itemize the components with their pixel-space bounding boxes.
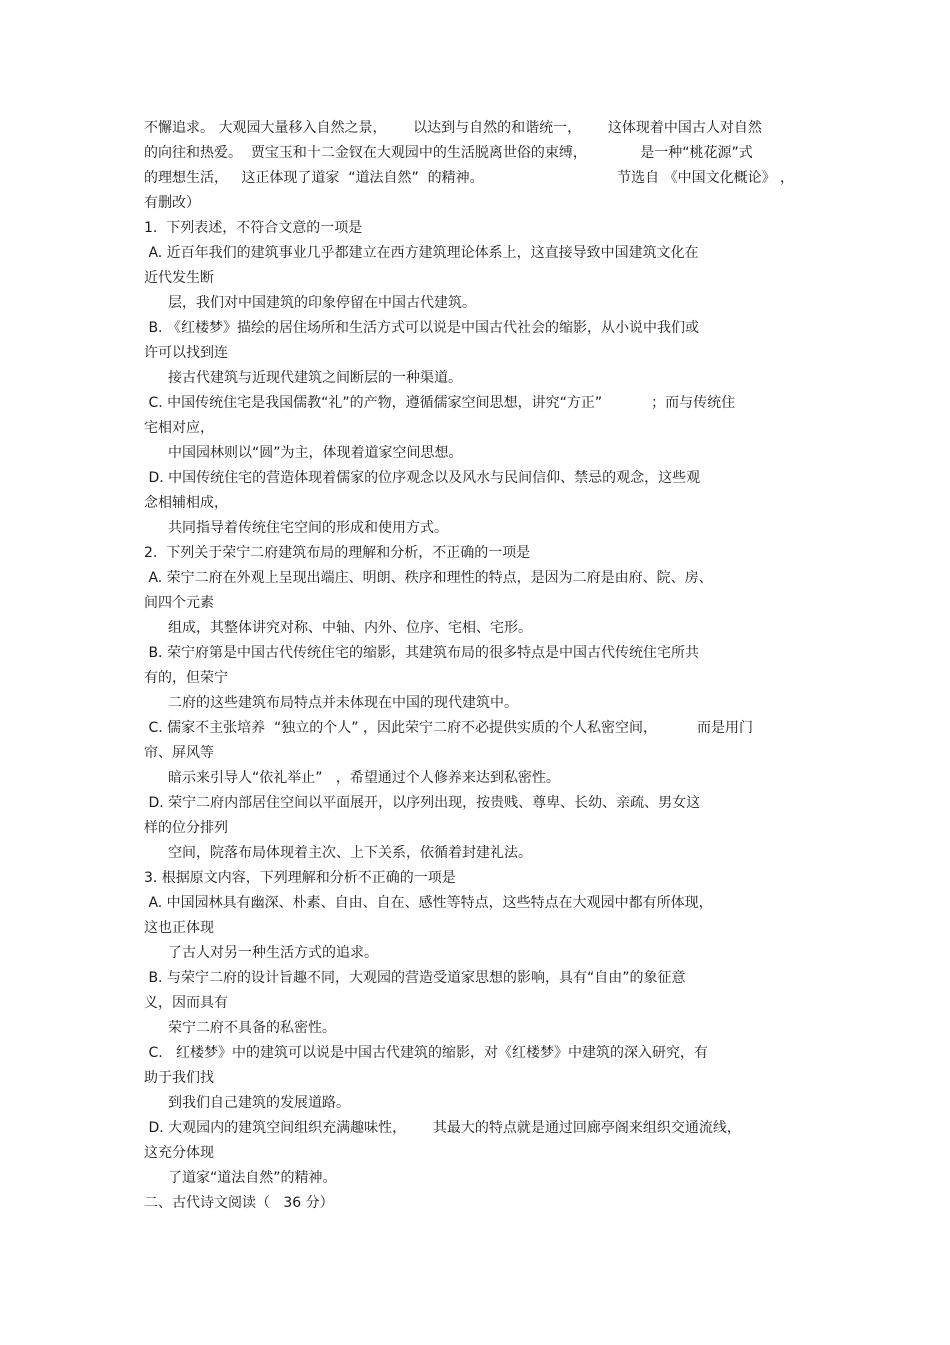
- option-text: A. 近百年我们的建筑事业几乎都建立在西方建筑理论体系上，这直接导致中国建筑文化在: [144, 245, 699, 261]
- question-1-stem: 1. 下列表述，不符合文意的一项是: [144, 220, 363, 236]
- option-text: 宅相对应，: [144, 420, 214, 436]
- option-text: 许可以找到连: [144, 345, 228, 361]
- option-text: 接古代建筑与近现代建筑之间断层的一种渠道。: [168, 370, 462, 386]
- option-text: B. 荣宁府第是中国古代传统住宅的缩影，其建筑布局的很多特点是中国古代传统住宅所共: [144, 645, 699, 661]
- option-text: 组成，其整体讲究对称、中轴、内外、位序、宅相、宅形。: [168, 620, 532, 636]
- text-line: 的向往和热爱。 贾宝玉和十二金钗在大观园中的生活脱离世俗的束缚， 是一种“桃花源”式: [144, 145, 753, 161]
- section-heading: 二、古代诗文阅读（ 36 分）: [144, 1195, 334, 1211]
- text-line: 的理想生活， 这正体现了道家 “道法自然” 的精神。 节选自 《中国文化概论》 ，: [144, 170, 795, 186]
- option-text: A. 中国园林具有幽深、朴素、自由、自在、感性等特点，这些特点在大观园中都有所体现，: [144, 895, 713, 911]
- option-text: 帘、屏风等: [144, 745, 214, 761]
- option-text: 义，因而具有: [144, 995, 228, 1011]
- question-2-stem: 2. 下列关于荣宁二府建筑布局的理解和分析，不正确的一项是: [144, 545, 531, 561]
- text-line: 不懈追求。 大观园大量移入自然之景， 以达到与自然的和谐统一， 这体现着中国古人对自然: [144, 120, 762, 136]
- option-text: C. 红楼梦》中的建筑可以说是中国古代建筑的缩影，对《红楼梦》中建筑的深入研究，有: [144, 1045, 709, 1061]
- option-text: 层，我们对中国建筑的印象停留在中国古代建筑。: [168, 295, 476, 311]
- option-text: C. 儒家不主张培养 “独立的个人” ，因此荣宁二府不必提供实质的个人私密空间， 而是用门: [144, 720, 754, 736]
- option-text: A. 荣宁二府在外观上呈现出端庄、明朗、秩序和理性的特点，是因为二府是由府、院、房、: [144, 570, 713, 586]
- option-text: 助于我们找: [144, 1070, 214, 1086]
- option-text: B. 《红楼梦》描绘的居住场所和生活方式可以说是中国古代社会的缩影，从小说中我们或: [144, 320, 699, 336]
- option-text: 了道家“道法自然”的精神。: [168, 1170, 337, 1186]
- option-text: 近代发生断: [144, 270, 214, 286]
- option-text: D. 荣宁二府内部居住空间以平面展开，以序列出现，按贵贱、尊卑、长幼、亲疏、男女这: [144, 795, 701, 811]
- text-line: 有删改）: [144, 195, 200, 211]
- option-text: D. 大观园内的建筑空间组织充满趣味性， 其最大的特点就是通过回廊亭阁来组织交通流线，: [144, 1120, 741, 1136]
- option-text: B. 与荣宁二府的设计旨趣不同，大观园的营造受道家思想的影响，具有“自由”的象征意: [144, 970, 686, 986]
- option-text: C. 中国传统住宅是我国儒教“礼”的产物，遵循儒家空间思想，讲究“方正” ；而与传统住: [144, 395, 736, 411]
- option-text: 样的位分排列: [144, 820, 228, 836]
- option-text: 这也正体现: [144, 920, 214, 936]
- option-text: 有的，但荣宁: [144, 670, 228, 686]
- option-text: 到我们自己建筑的发展道路。: [168, 1095, 350, 1111]
- option-text: 共同指导着传统住宅空间的形成和使用方式。: [168, 520, 448, 536]
- option-text: 空间，院落布局体现着主次、上下关系，依循着封建礼法。: [168, 845, 532, 861]
- option-text: D. 中国传统住宅的营造体现着儒家的位序观念以及风水与民间信仰、禁忌的观念，这些观: [144, 470, 701, 486]
- option-text: 这充分体现: [144, 1145, 214, 1161]
- option-text: 中国园林则以“圆”为主，体现着道家空间思想。: [168, 445, 463, 461]
- option-text: 二府的这些建筑布局特点并未体现在中国的现代建筑中。: [168, 695, 518, 711]
- question-3-stem: 3. 根据原文内容，下列理解和分析不正确的一项是: [144, 870, 456, 886]
- option-text: 了古人对另一种生活方式的追求。: [168, 945, 378, 961]
- option-text: 念相辅相成，: [144, 495, 228, 511]
- option-text: 荣宁二府不具备的私密性。: [168, 1020, 336, 1036]
- option-text: 暗示来引导人“依礼举止” ，希望通过个人修养来达到私密性。: [168, 770, 560, 786]
- option-text: 间四个元素: [144, 595, 214, 611]
